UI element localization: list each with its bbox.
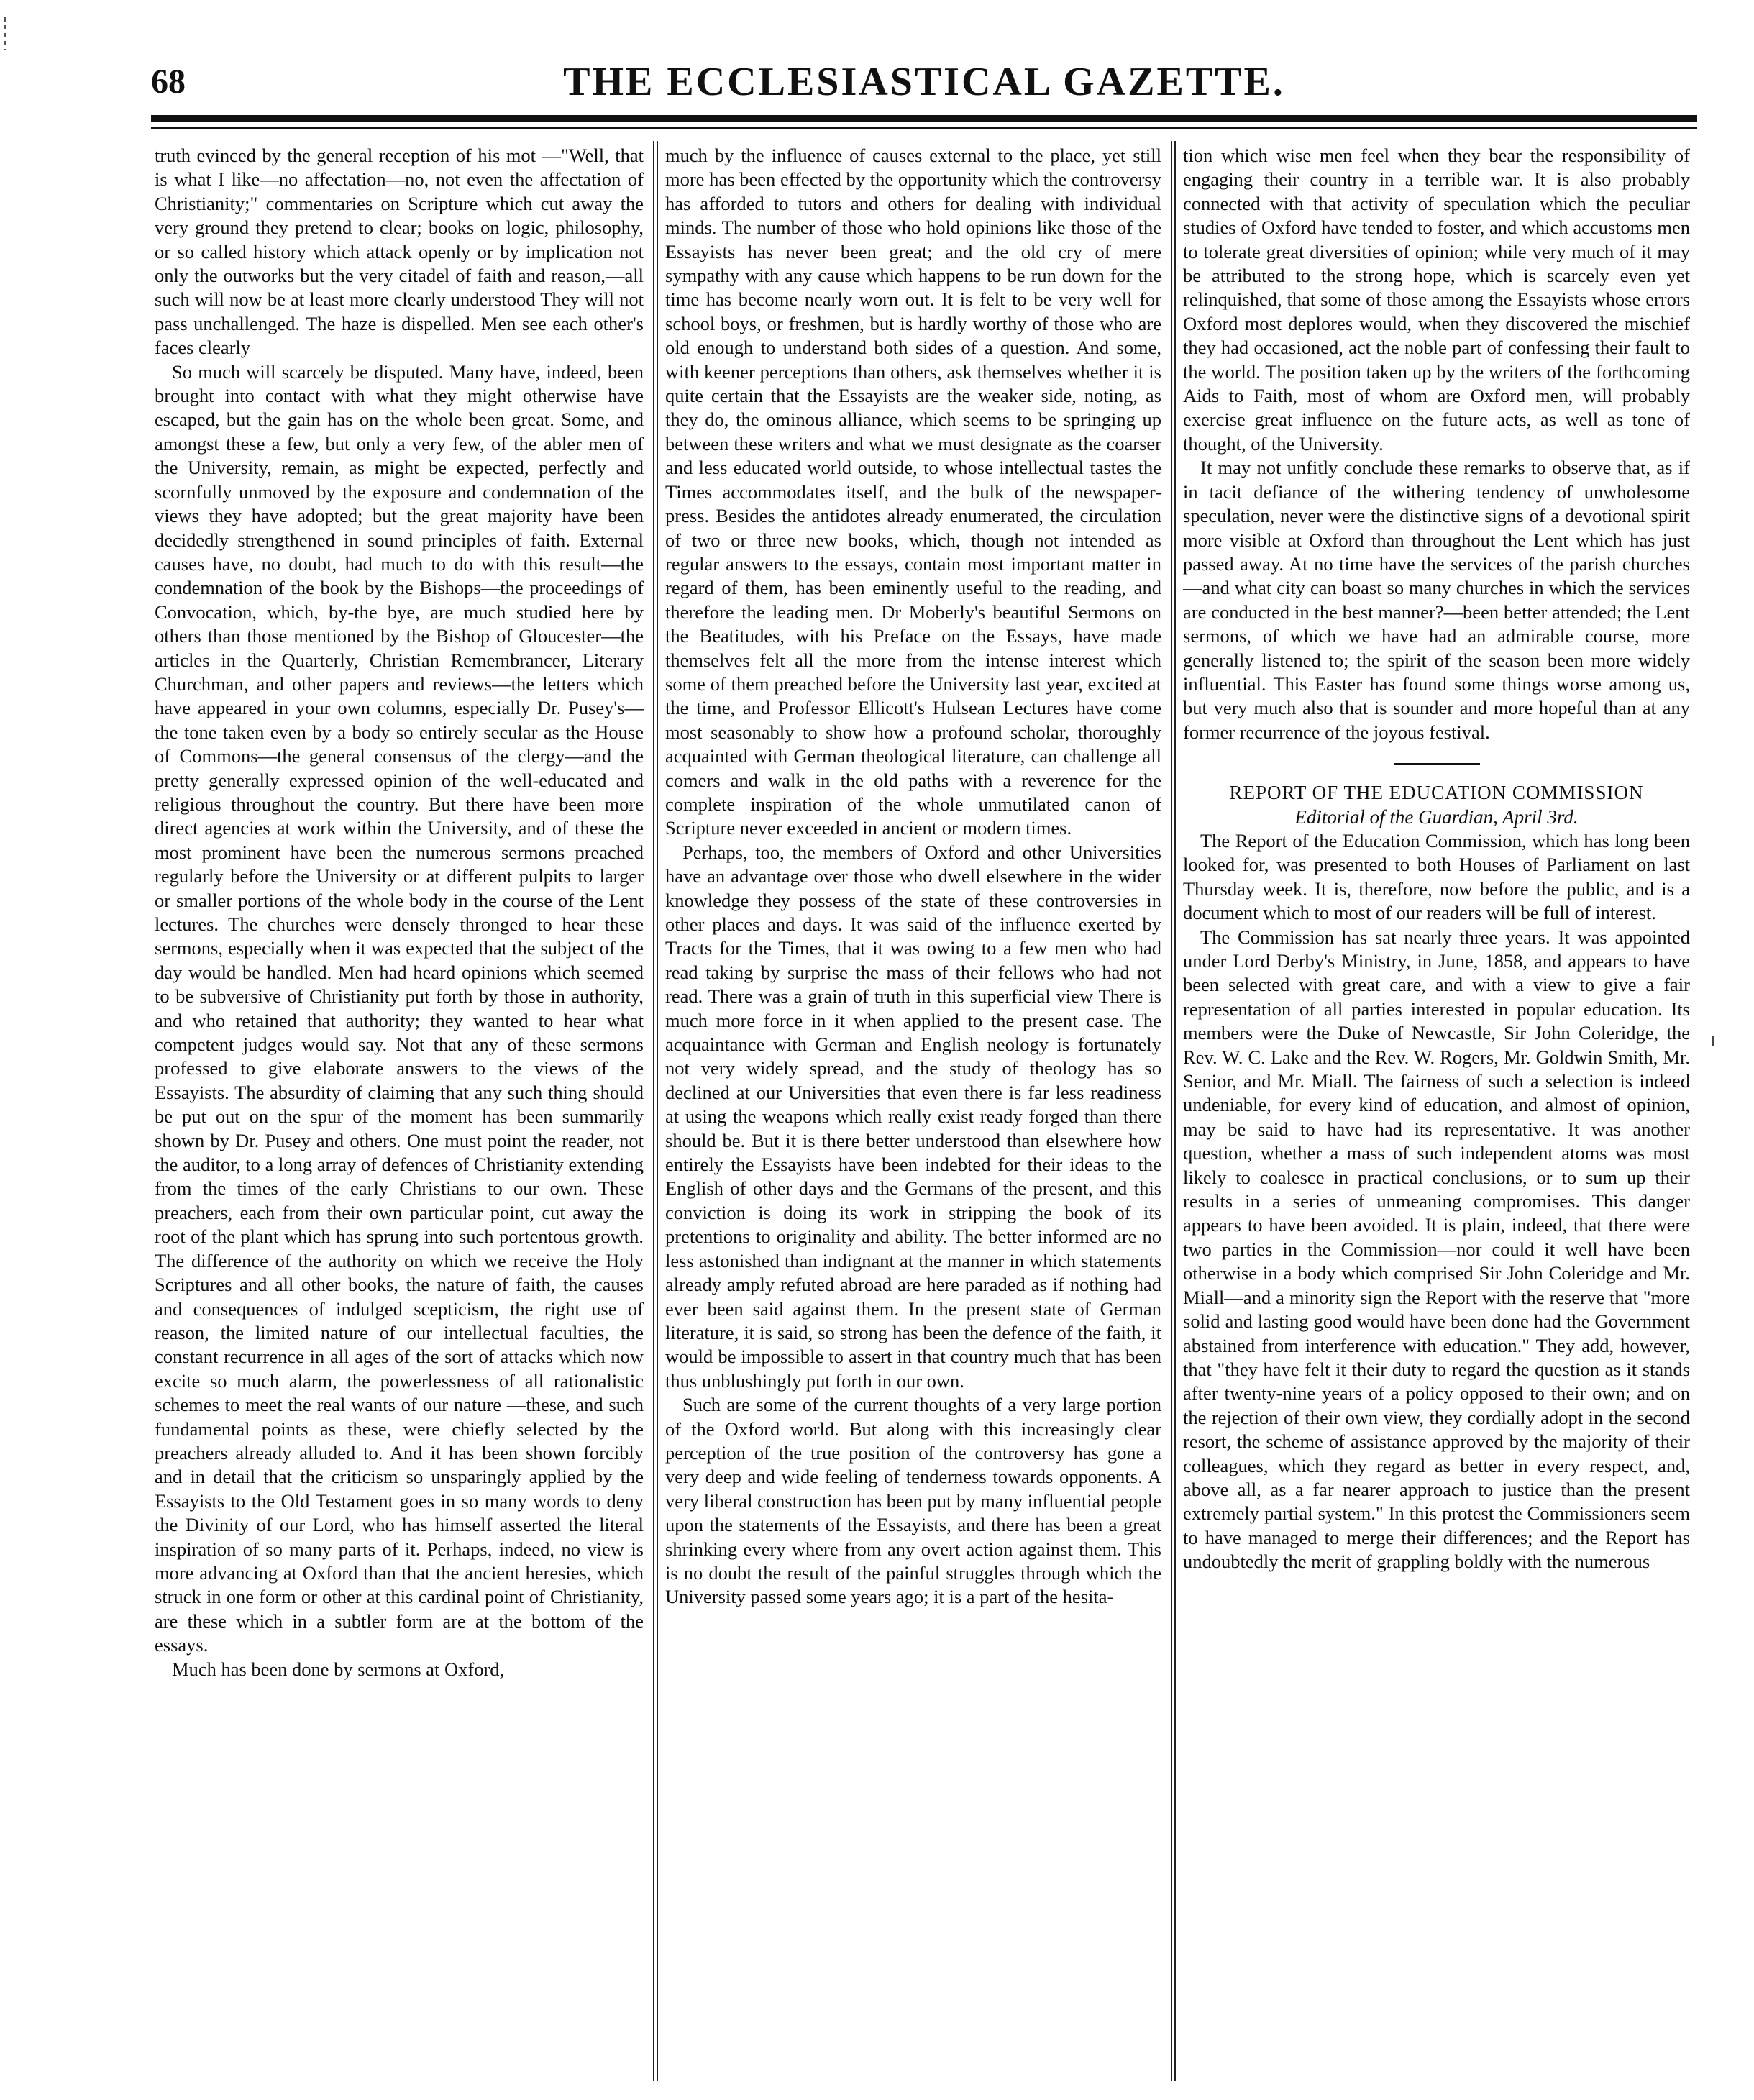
article-paragraph: Much has been done by sermons at Oxford, — [172, 1658, 505, 1680]
article-paragraph: It may not unfitly conclude these remarks to observe that, as if in tacit defiance of the withering tendency of unwholesome speculation, never were the distinctive signs of a devotional spirit more visible at Oxford than throughout the Lent which has just passed away. At no time have the services of the parish churches—and what city can boast so many churches in which the services are conducted in the best manner?—been better attended; the Lent sermons, of which we have had an admirable course, more generally listened to; the spirit of the season been more widely influential. This Easter has found some things worse among us, but very much also that is sounder and more hopeful than at any former recurrence of the joyous festival. — [1183, 457, 1690, 743]
article-paragraph: Such are some of the current thoughts of a very large portion of the Oxford world. But along with this increasingly clear perception of the true position of the controversy has gone a very deep and wide feeling of tenderness towards opponents. A very liberal construction has been put by many influential people upon the statements of the Essayists, and there has been a great shrinking every where from any overt action against them. This is no doubt the result of the painful struggles through which the University passed some years ago; it is a part of the hesita- — [665, 1394, 1161, 1608]
article-paragraph: Perhaps, too, the members of Oxford and other Universities have an advantage over those who dwell elsewhere in the wider knowledge they possess of the state of these controversies in other places and days. It was said of the influence exerted by Tracts for the Times, that it was owing to a few men who had read taking by surprise the mass of their fellows who had not read. There was a grain of truth in this superficial view There is much more force in it when applied to the present case. The acquaintance with German and English neology is fortunately not very widely spread, and the study of theology has so declined at our Universities that even there is far less readiness at using the weapons which really exist ready forged than there should be. But it is there better understood than elsewhere how entirely the Essayists have been indebted for their ideas to the English of other days and the Germans of the present, and this conviction is doing its work in stripping the book of its pretentions to originality and ability. The better informed are no less astonished than indignant at the manner in which statements already amply refuted abroad are here paraded as if nothing had ever been said against them. In the present state of German literature, it is said, so strong has been the defence of the faith, it would be impossible to assert in that country much that has been thus unblushingly put forth in our own. — [665, 841, 1161, 1392]
article-paragraph: truth evinced by the general reception of his mot —"Well, that is what I like—no affectation—no, not even the affectation of Christianity;" commentaries on Scripture which cut away the very ground they pretend to clear; books on logic, philosophy, or so called history which attack openly or by implication not only the outworks but the very citadel of faith and reason,—all such will now be at least more clearly understood They will not pass unchallenged. The haze is dispelled. Men see each other's faces clearly — [155, 145, 644, 359]
masthead-title: THE ECCLESIASTICAL GAZETTE. — [563, 60, 1285, 104]
article-paragraph: tion which wise men feel when they bear the responsibility of engaging their country in a terrible war. It is also probably connected with that activity of speculation which the peculiar studies of Oxford have tended to foster, and which accustoms men to tolerate great diversities of opinion; while very much of it may be attributed to the strong hope, which is scarcely even yet relinquished, that some of those among the Essayists whose errors Oxford most deplores would, when they discovered the mischief they had occasioned, act the noble part of confessing their fault to the world. The position taken up by the writers of the forthcoming Aids to Faith, most of whom are Oxford men, will probably exercise great influence on the future acts, as well as tone of thought, of the University. — [1183, 145, 1690, 455]
page-number: 68 — [151, 63, 186, 101]
column-2 — [665, 144, 1161, 2078]
page-header — [151, 59, 1697, 109]
article-paragraph: The Report of the Education Commission, which has long been looked for, was presented to both Houses of Parliament on last Thursday week. It is, therefore, now before the public, and is a document which to most of our readers will be full of interest. — [1183, 829, 1690, 924]
article-paragraph: So much will scarcely be disputed. Many have, indeed, been brought into contact with what they might otherwise have escaped, but the gain has on the whole been great. Some, and amongst these a few, but only a very few, of the abler men of the University, remain, as might be expected, perfectly and scornfully unmoved by the exposure and condemnation of the views they have adopted; but the great majority have been decidedly strengthened in sound principles of faith. External causes have, no doubt, had much to do with this result—the condemnation of the book by the Bishops—the proceedings of Convocation, which, by-the bye, are much studied here by others than those mentioned by the Bishop of Gloucester—the articles in the Quarterly, Christian Remembrancer, Literary Churchman, and other papers and reviews—the letters which have appeared in your own columns, especially Dr. Pusey's—the tone taken even by a body so entirely secular as the House of Commons—the general consensus of the clergy—and the pretty generally expressed opinion of the well-educated and religious throughout the country. But there have been more direct agencies at work within the University, and of these the most prominent have been the numerous sermons preached regularly before the University or at different pulpits to larger or smaller portions of the whole body in the course of the Lent lectures. The churches were densely thronged to hear these sermons, especially when it was expected that the subject of the day would be handled. Men had heard opinions which seemed to be subversive of Christianity put forth by those in authority, and who retained that authority; they wanted to hear what competent judges would say. Not that any of these sermons professed to give elaborate answers to the views of the Essayists. The absurdity of claiming that any such thing should be put out on the spur of the moment has been summarily shown by Dr. Pusey and others. One must point the reader, not the auditor, to a long array of defences of Christianity extending from the times of the early Christians to our own. These preachers, each from their own particular point, cut away the root of the plant which has sprung into such portentous growth. The difference of the authority on which we receive the Holy Scriptures and all other books, the nature of faith, the causes and consequences of indulged scepticism, the right use of reason, the limited nature of our intellectual faculties, the constant recurrence in all ages of the sort of attacks which now excite so much alarm, the powerlessness of all rationalistic schemes to meet the real wants of our nature —these, and such fundamental points as these, were chiefly selected by the preachers already alluded to. And it has been shown forcibly and in detail that the criticism so unsparingly applied by the Essayists to the Old Testament goes in so many words to deny the Divinity of our Lord, who has himself asserted the literal inspiration of so many parts of it. Perhaps, indeed, no view is more advancing at Oxford than that the ancient heresies, which struck in one form or other at this cardinal point of Christianity, are these which in a subtler form are at the bottom of the essays. — [155, 360, 644, 1656]
section-heading: REPORT OF THE EDUCATION COMMISSION — [1229, 782, 1644, 804]
margin-mark — [4, 17, 6, 50]
header-rule-thin — [151, 127, 1697, 129]
column-1 — [155, 144, 644, 2078]
margin-mark — [1712, 1036, 1714, 1046]
column-divider — [1171, 141, 1172, 2081]
article-paragraph: The Commission has sat nearly three years. It was appointed under Lord Derby's Ministry, in June, 1858, and appears to have been selected with great care, and with a view to give a fair representation of all parties interested in popular education. Its members were the Duke of Newcastle, Sir John Coleridge, the Rev. W. C. Lake and the Rev. W. Rogers, Mr. Goldwin Smith, Mr. Senior, and Mr. Miall. The fairness of such a selection is indeed undeniable, for every kind of education, and almost of opinion, may be said to have had its representative. It was another question, whether a mass of such independent atoms was most likely to coalesce in practical conclusions, or to sum up their results in a series of unmeaning compromises. This danger appears to have been avoided. It is plain, indeed, that there were two parties in the Commission—nor could it well have been otherwise in a body which comprised Sir John Coleridge and Mr. Miall—and a minority sign the Report with the reserve that "more solid and lasting good would have been done had the Government abstained from interference with education." They add, however, that "they have felt it their duty to regard the question as it stands after twenty-nine years of a policy opposed to their own; and on the rejection of their own view, they cordially adopt in the second resort, the scheme of assistance approved by the majority of their colleagues, which they regard as better in every respect, and, above all, as a far nearer approach to justice than the present extremely partial system." In this protest the Commissioners seem to have managed to merge their differences; and the Report has undoubtedly the merit of grappling boldly with the numerous — [1183, 926, 1690, 1573]
section-subheading: Editorial of the Guardian, April 3rd. — [1294, 805, 1579, 828]
section-divider — [1394, 763, 1480, 765]
header-rule-thick — [151, 115, 1697, 122]
column-divider — [657, 141, 658, 2081]
column-3 — [1183, 144, 1690, 2078]
column-divider — [1174, 141, 1176, 2081]
column-divider — [653, 141, 654, 2081]
article-paragraph: much by the influence of causes external to the place, yet still more has been effected by the opportunity which the controversy has afforded to tutors and others for dealing with individual minds. The number of those who hold opinions like those of the Essayists has never been great; and the old cry of mere sympathy with any cause which happens to be run down for the time has become nearly worn out. It is felt to be very well for school boys, or freshmen, but is hardly worthy of those who are old enough to understand both sides of a question. And some, with keener perceptions than others, ask themselves whether it is quite certain that the Essayists are the weaker side, noting, as they do, the ominous alliance, which seems to be springing up between these writers and what we must designate as the coarser and less educated world outside, to whose intellectual tastes the Times accommodates itself, and the bulk of the newspaper-press. Besides the antidotes already enumerated, the circulation of two or three new books, which, though not intended as regular answers to the essays, contain most important matter in regard of them, has been eminently useful to the reading, and therefore the leading men. Dr Moberly's beautiful Sermons on the Beatitudes, with his Preface on the Essays, have made themselves felt all the more from the intense interest which some of them preached before the University last year, excited at the time, and Professor Ellicott's Hulsean Lectures have come most seasonably to show how a profound scholar, thoroughly acquainted with German theological literature, can challenge all comers and walk in the old paths with a reverence for the complete inspiration of the whole unmutilated canon of Scripture never exceeded in ancient or modern times. — [665, 145, 1161, 839]
